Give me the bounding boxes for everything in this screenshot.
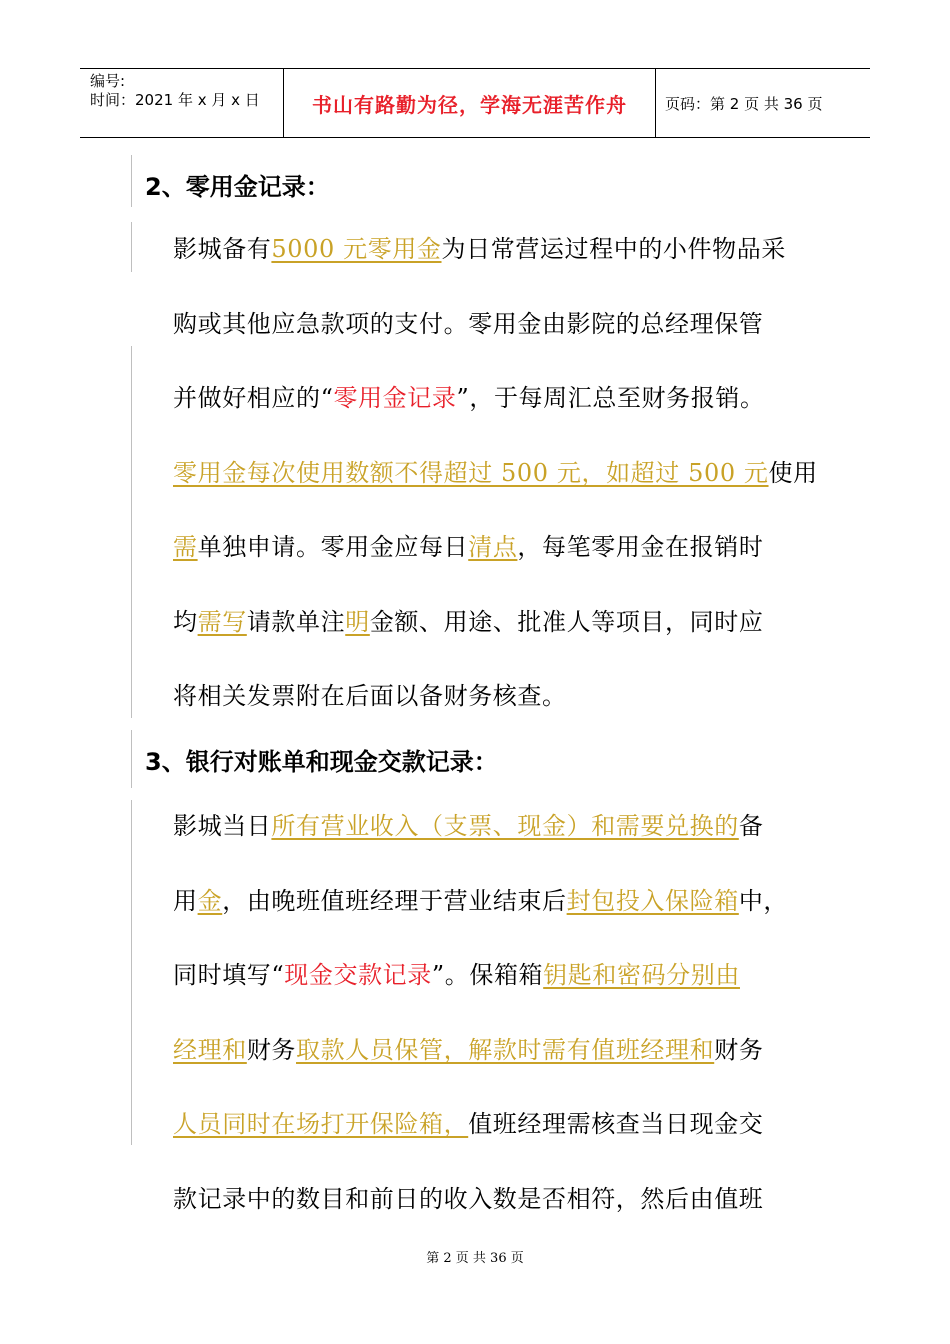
text-line <box>173 532 763 562</box>
text-segment: 影城当日 <box>173 812 272 840</box>
margin-bar <box>131 346 132 718</box>
highlighted-text: 零用金每次使用数额不得超过 500 元，如超过 500 元 <box>173 458 769 487</box>
header-meta-cell <box>80 69 284 137</box>
text-line <box>173 886 788 916</box>
text-segment: 购或其他应急款项的支付。零用金由影院的总经理保管 <box>173 309 764 338</box>
page-info: 页码：第 2 页 共 36 页 <box>665 94 823 113</box>
header-motto-cell <box>284 69 656 137</box>
text-segment: 为日常营运过程中的小件物品采 <box>441 235 786 263</box>
text-line <box>173 1035 763 1065</box>
text-segment: ”，于每周汇总至财务报销。 <box>456 384 765 412</box>
highlighted-text: 所有营业收入（支票、现金）和需要兑换的 <box>271 812 739 840</box>
highlighted-text: 金 <box>197 886 223 915</box>
red-text: 现金交款记录 <box>284 961 432 989</box>
text-segment: 将相关发票附在后面以备财务核查。 <box>173 682 567 710</box>
text-line <box>173 383 765 413</box>
highlighted-text: 需写 <box>197 607 247 636</box>
text-segment: 单独申请。零用金应每日 <box>197 533 469 561</box>
highlighted-text: 封包投入保险箱 <box>566 886 739 915</box>
margin-bar <box>131 800 132 1145</box>
text-segment: 款记录中的数目和前日的收入数是否相符，然后由值班 <box>173 1184 764 1213</box>
text-segment: 均 <box>173 607 198 636</box>
text-segment: ，由晚班值班经理于营业结束后 <box>222 886 567 915</box>
highlighted-text: 清点 <box>468 533 518 561</box>
highlighted-text: 钥匙和密码分别由 <box>543 961 740 989</box>
text-segment: ”。保箱箱 <box>431 961 544 989</box>
text-line <box>173 458 818 488</box>
text-line <box>173 309 763 339</box>
section-2-heading: 2、零用金记录： <box>145 173 330 201</box>
highlighted-text: 5000 元零用金 <box>271 235 442 263</box>
text-line <box>173 681 567 711</box>
header-page-cell <box>656 69 870 137</box>
text-segment: 中， <box>738 886 789 915</box>
number-label: 编号: <box>90 72 126 90</box>
page-footer: 第 2 页 共 36 页 <box>426 1251 524 1266</box>
text-segment: 金额、用途、批准人等项目，同时应 <box>369 607 764 636</box>
red-text: 零用金记录 <box>333 384 457 412</box>
margin-bar <box>131 222 132 272</box>
margin-bar <box>131 155 132 207</box>
text-segment: 值班经理需核查当日现金交 <box>468 1110 764 1138</box>
text-line <box>173 1109 763 1139</box>
highlighted-text: 需 <box>173 533 198 561</box>
highlighted-text: 经理和 <box>173 1035 247 1064</box>
text-segment: 同时填写“ <box>173 961 285 989</box>
text-segment: 并做好相应的“ <box>173 384 334 412</box>
motto-text: 书山有路勤为径，学海无涯苦作舟 <box>312 92 627 117</box>
highlighted-text: 人员同时在场打开保险箱， <box>173 1110 469 1138</box>
text-segment: 财务 <box>246 1035 297 1064</box>
text-line <box>173 1184 763 1214</box>
text-segment: 使用 <box>768 458 818 487</box>
text-line <box>173 234 786 264</box>
page-header <box>80 68 870 138</box>
text-line <box>173 811 763 841</box>
text-segment: ，每笔零用金在报销时 <box>517 533 764 561</box>
highlighted-text: 取款人员保管，解款时需有值班经理和 <box>296 1035 715 1064</box>
margin-bar <box>131 730 132 788</box>
date-label: 时间：2021 年 x 月 x 日 <box>90 91 260 109</box>
text-segment: 请款单注 <box>246 607 346 636</box>
text-line <box>173 960 740 990</box>
text-segment: 用 <box>173 886 198 915</box>
section-3-heading: 3、银行对账单和现金交款记录： <box>145 748 498 776</box>
text-segment: 影城备有 <box>173 235 272 263</box>
text-segment: 备 <box>738 812 764 840</box>
text-line <box>173 607 763 637</box>
text-segment: 财务 <box>714 1035 764 1064</box>
highlighted-text: 明 <box>345 607 370 636</box>
